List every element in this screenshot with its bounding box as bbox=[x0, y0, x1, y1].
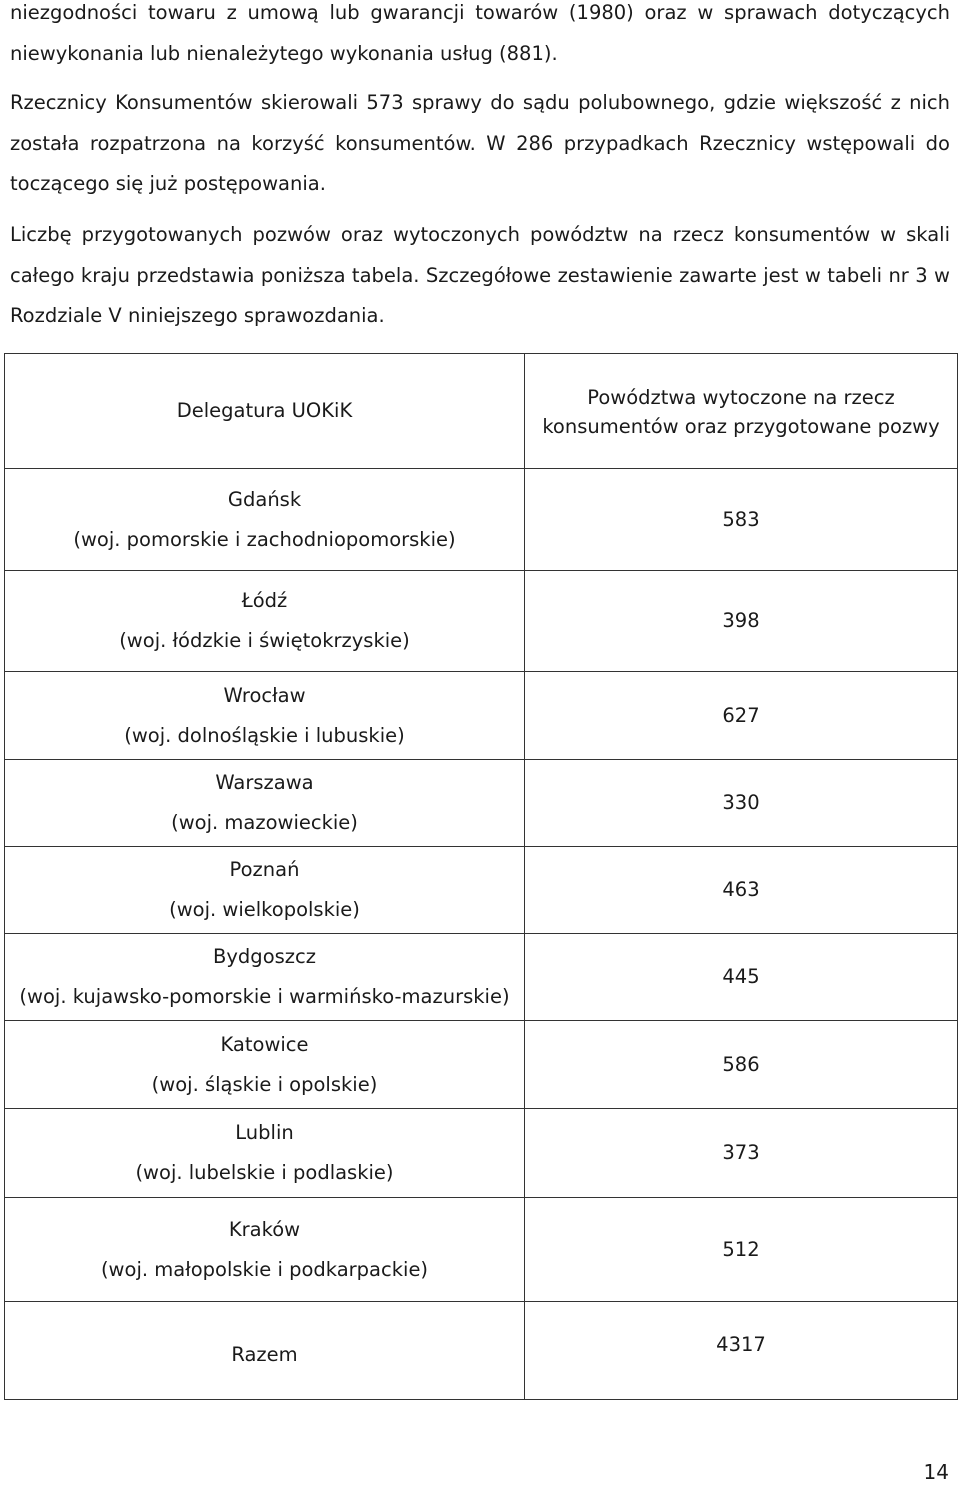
total-label: Razem bbox=[5, 1302, 525, 1400]
value-cell: 330 bbox=[525, 760, 958, 847]
city-name: Wrocław bbox=[223, 683, 306, 707]
paragraph-table-intro: Liczbę przygotowanych pozwów oraz wytoczonych powództw na rzecz konsumentów w skali całego kraju przedstawia poniższa tabela. Szczegółowe zestawienie zawarte jest w tabeli nr 3 w Rozdziale V niniejszego sprawozdania. bbox=[10, 223, 950, 327]
table-header-row bbox=[5, 354, 958, 469]
region-name: (woj. łódzkie i świętokrzyskie) bbox=[119, 629, 410, 652]
region-name: (woj. wielkopolskie) bbox=[169, 898, 360, 921]
page-number: 14 bbox=[923, 1460, 949, 1484]
city-name: Gdańsk bbox=[227, 487, 302, 511]
city-name: Łódź bbox=[241, 589, 288, 612]
header-lawsuits: Powództwa wytoczone na rzecz konsumentów oraz przygotowane pozwy bbox=[525, 354, 958, 469]
header-delegation: Delegatura UOKiK bbox=[5, 354, 525, 469]
delegation-cell bbox=[5, 760, 525, 847]
delegation-cell bbox=[5, 672, 525, 760]
value-cell: 463 bbox=[525, 847, 958, 934]
table-row bbox=[5, 1198, 958, 1302]
city-name: Lublin bbox=[235, 1121, 294, 1144]
city-name: Katowice bbox=[220, 1032, 309, 1056]
table-row bbox=[5, 1021, 958, 1109]
delegation-cell bbox=[5, 934, 525, 1021]
region-name: (woj. małopolskie i podkarpackie) bbox=[100, 1257, 429, 1281]
table-row bbox=[5, 760, 958, 847]
city-name: Bydgoszcz bbox=[213, 945, 316, 968]
delegation-cell bbox=[5, 469, 525, 571]
table-row bbox=[5, 1109, 958, 1198]
lawsuits-table bbox=[4, 353, 958, 1400]
region-name: (woj. lubelskie i podlaskie) bbox=[135, 1161, 394, 1184]
region-name: (woj. śląskie i opolskie) bbox=[151, 1072, 378, 1096]
table-row bbox=[5, 934, 958, 1021]
region-name: (woj. pomorskie i zachodniopomorskie) bbox=[73, 527, 456, 551]
total-row bbox=[5, 1302, 958, 1400]
paragraph-intro: niezgodności towaru z umową lub gwarancji towarów (1980) oraz w sprawach dotyczących niewykonania lub nienależytego wykonania usług (881). bbox=[10, 1, 950, 65]
table-row bbox=[5, 469, 958, 571]
delegation-cell bbox=[5, 1109, 525, 1198]
city-name: Warszawa bbox=[215, 771, 314, 794]
value-cell: 583 bbox=[525, 469, 958, 571]
value-cell: 445 bbox=[525, 934, 958, 1021]
delegation-cell bbox=[5, 571, 525, 672]
city-name: Poznań bbox=[229, 858, 300, 881]
value-cell: 586 bbox=[525, 1021, 958, 1109]
table-row bbox=[5, 847, 958, 934]
total-value: 4317 bbox=[525, 1302, 958, 1400]
region-name: (woj. kujawsko-pomorskie i warmińsko-mazurskie) bbox=[19, 985, 510, 1008]
value-cell: 373 bbox=[525, 1109, 958, 1198]
value-cell: 627 bbox=[525, 672, 958, 760]
table-row bbox=[5, 571, 958, 672]
table-row bbox=[5, 672, 958, 760]
paragraph-arbitration: Rzecznicy Konsumentów skierowali 573 sprawy do sądu polubownego, gdzie większość z nich została rozpatrzona na korzyść konsumentów. W 286 przypadkach Rzecznicy wstępowali do toczącego się już postępowania. bbox=[10, 91, 950, 195]
value-cell: 398 bbox=[525, 571, 958, 672]
value-cell: 512 bbox=[525, 1198, 958, 1302]
region-name: (woj. mazowieckie) bbox=[171, 811, 358, 834]
city-name: Kraków bbox=[228, 1217, 301, 1241]
region-name: (woj. dolnośląskie i lubuskie) bbox=[124, 723, 405, 747]
delegation-cell bbox=[5, 1021, 525, 1109]
delegation-cell bbox=[5, 1198, 525, 1302]
delegation-cell bbox=[5, 847, 525, 934]
